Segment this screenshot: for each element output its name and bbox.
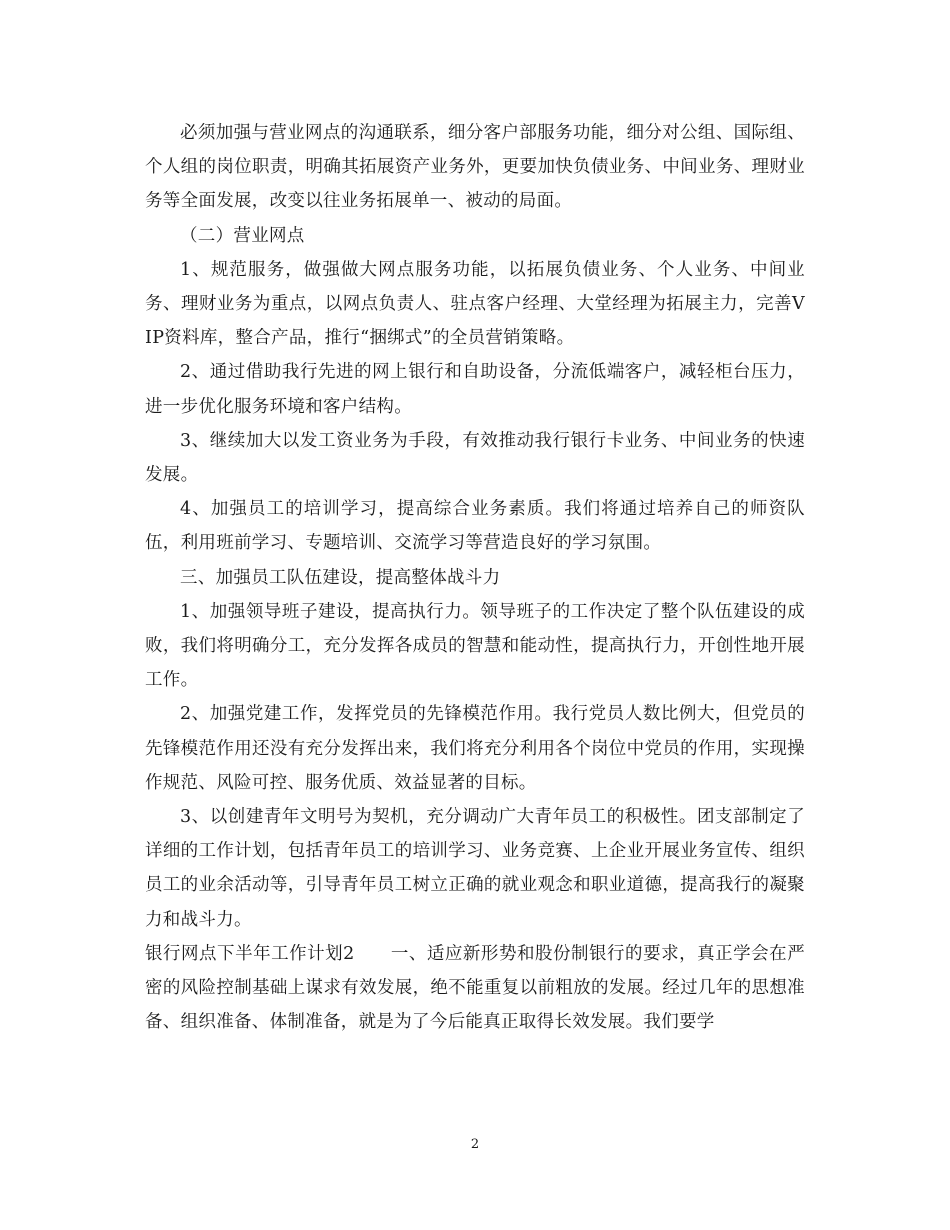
paragraph-4: 3、继续加大以发工资业务为手段，有效推动我行银行卡业务、中间业务的快速发展。 — [145, 430, 805, 486]
paragraph-3: 2、通过借助我行先进的网上银行和自助设备，分流低端客户，减轻柜台压力，进一步优化服务环境和客户结构。 — [145, 362, 805, 417]
paragraph-1: 必须加强与营业网点的沟通联系，细分客户部服务功能，细分对公组、国际组、个人组的岗位职责，明确其拓展资产业务外，更要加快负债业务、中间业务、理财业务等全面发展，改变以往业务拓展单一、被动的局面。 — [145, 123, 805, 212]
page-number: 2 — [470, 1137, 480, 1152]
paragraph-7: 2、加强党建工作，发挥党员的先锋模范作用。我行党员人数比例大，但党员的先锋模范作用还没有充分发挥出来，我们将充分利用各个岗位中党员的作用，实现操作规范、风险可控、服务优质、效益显著的目标。 — [145, 704, 805, 793]
body-text — [145, 116, 805, 1039]
section-heading-staff: 三、加强员工队伍建设，提高整体战斗力 — [180, 567, 501, 588]
paragraph-2: 1、规范服务，做强做大网点服务功能，以拓展负债业务、个人业务、中间业务、理财业务为重点，以网点负责人、驻点客户经理、大堂经理为拓展主力，完善VIP资料库，整合产品，推行“捆绑式”的全员营销策略。 — [145, 259, 805, 349]
section-heading-business-outlets: （二）营业网点 — [180, 225, 305, 246]
paragraph-5: 4、加强员工的培训学习，提高综合业务素质。我们将通过培养自己的师资队伍，利用班前学习、专题培训、交流学习等营造良好的学习氛围。 — [145, 499, 805, 554]
paragraph-8: 3、以创建青年文明号为契机，充分调动广大青年员工的积极性。团支部制定了详细的工作计划，包括青年员工的培训学习、业务竞赛、上企业开展业务宣传、组织员工的业余活动等，引导青年员工树立正确的就业观念和职业道德，提高我行的凝聚力和战斗力。 — [145, 807, 805, 930]
paragraph-6: 1、加强领导班子建设，提高执行力。领导班子的工作决定了整个队伍建设的成败，我们将明确分工，充分发挥各成员的智慧和能动性，提高执行力，开创性地开展工作。 — [145, 601, 805, 691]
paragraph-9: 银行网点下半年工作计划2 一、适应新形势和股份制银行的要求，真正学会在严密的风险控制基础上谋求有效发展，绝不能重复以前粗放的发展。经过几年的思想准备、组织准备、体制准备，就是为了今后能真正取得长效发展。我们要学 — [145, 943, 805, 1033]
